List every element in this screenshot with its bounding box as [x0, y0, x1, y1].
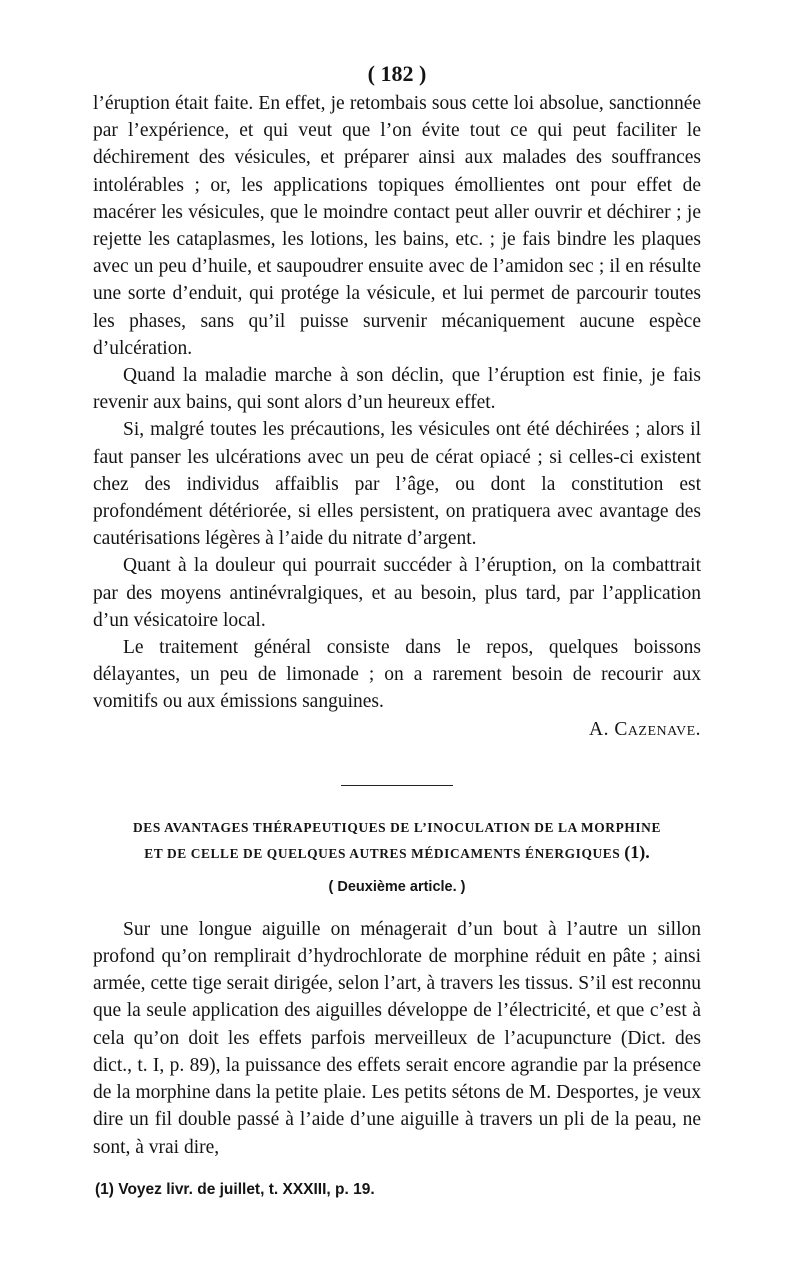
footnote: (1) Voyez livr. de juillet, t. XXXIII, p. 19.: [95, 1180, 375, 1198]
article-morphine: [93, 816, 701, 1161]
section-divider: [341, 785, 453, 786]
body-paragraph: Si, malgré toutes les précautions, les vésicules ont été déchirées ; alors il faut panser les ulcérations avec un peu de cérat opiacé ; si celles-ci existent chez des individus affaiblis par l’âge, ou dont la constitution est profondément détériorée, si elles persistent, on pratiquera avec avantage des cautérisations légères à l’aide du nitrate d’argent.: [93, 419, 701, 550]
document-page: [93, 60, 701, 1201]
body-paragraph: Sur une longue aiguille on ménagerait d’un bout à l’autre un sillon profond qu’on remplirait d’hydrochlorate de morphine réduit en pâte ; ainsi armée, cette tige serait dirigée, selon l’art, à travers les tissus. S’il est reconnu que la seule application des aiguilles développe de l’électricité, et que c’est à cela qu’on doit les effets parfois merveilleux de l’acupuncture (Dict. des dict., t. I, p. 89), la puissance des effets serait encore agrandie par la présence de la morphine dans la petite plaie. Les petits sétons de M. Desportes, je veux dire un fil double passé à l’aide d’une aiguille à travers un pli de la peau, ne sont, à vrai dire,: [93, 918, 701, 1158]
article-cazenave: [93, 90, 701, 743]
body-paragraph: Quant à la douleur qui pourrait succéder à l’éruption, on la combattrait par des moyens antinévralgiques, et au besoin, plus tard, par l’application d’un vésicatoire local.: [93, 555, 701, 631]
section-subtitle: ( Deuxième article. ): [328, 878, 466, 895]
signature-line: [93, 716, 701, 743]
section-title-line-2: [93, 840, 701, 866]
body-paragraph: Quand la maladie marche à son déclin, que l’éruption est finie, je fais revenir aux bains, qui sont alors d’un heureux effet.: [93, 365, 701, 414]
footnote-reference: (1).: [624, 841, 650, 862]
author-signature: A. Cazenave.: [588, 718, 701, 740]
body-paragraph: l’éruption était faite. En effet, je retombais sous cette loi absolue, sanctionnée par l’expérience, et qui veut que l’on évite tout ce qui peut faciliter le déchirement des vésicules, et préparer ainsi aux malades des souffrances intolérables ; or, les applications topiques émollientes ont pour effet de macérer les vésicules, que le moindre contact peut aller ouvrir et déchirer ; je rejette les cataplasmes, les lotions, les bains, etc. ; je fais bindre les plaques avec un peu d’huile, et saupoudrer ensuite avec de l’amidon sec ; il en résulte une sorte d’enduit, qui protége la vésicule, et lui permet de parcourir toutes les phases, sans qu’il puisse survenir mécaniquement aucune espèce d’ulcération.: [93, 93, 701, 359]
footnote-spacer: [93, 1161, 701, 1179]
section-title-text: ET DE CELLE DE QUELQUES AUTRES MÉDICAMENTS ÉNERGIQUES: [144, 845, 621, 861]
body-paragraph: Le traitement général consiste dans le repos, quelques boissons délayantes, un peu de limonade ; on a rarement besoin de recourir aux vomitifs ou aux émissions sanguines.: [93, 637, 701, 713]
page-number: ( 182 ): [367, 61, 427, 86]
section-title-line-1: DES AVANTAGES THÉRAPEUTIQUES DE L’INOCULATION DE LA MORPHINE: [133, 819, 661, 835]
